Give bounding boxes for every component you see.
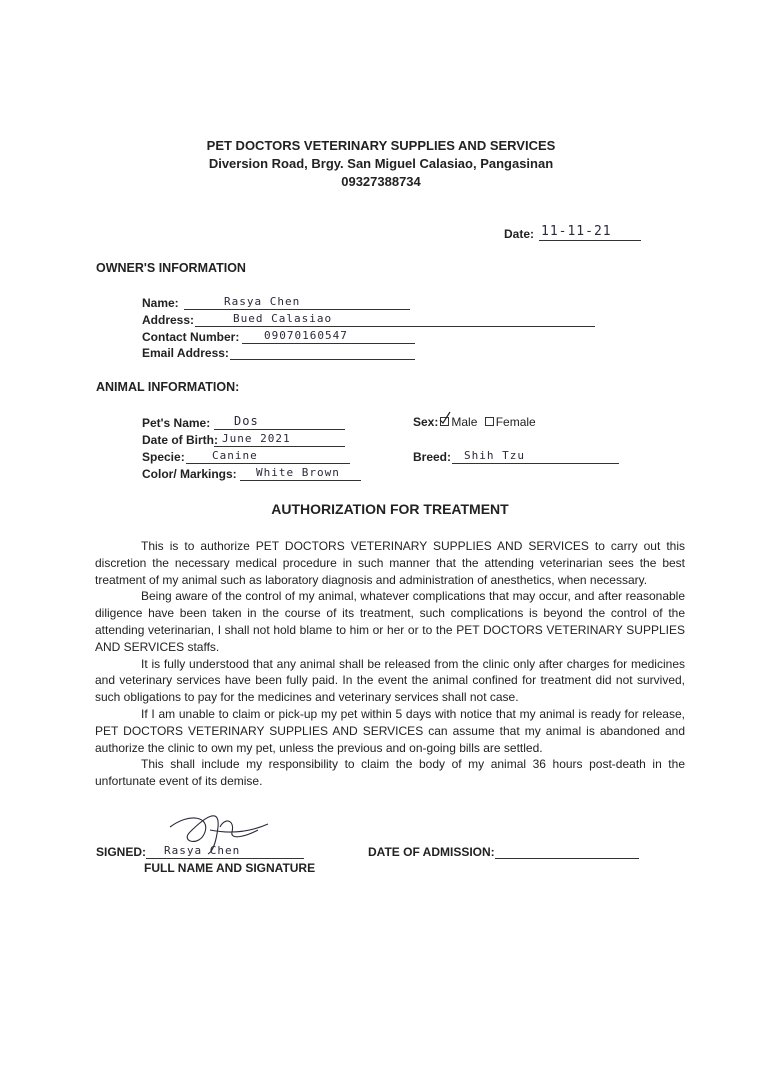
sex-group <box>413 415 536 429</box>
date-value: 11-11-21 <box>541 224 612 239</box>
color-label: Color/ Markings: <box>142 467 237 481</box>
date-field[interactable] <box>539 224 641 241</box>
owner-name-field[interactable] <box>184 293 410 310</box>
dob-value: June 2021 <box>222 432 291 445</box>
company-name: PET DOCTORS VETERINARY SUPPLIES AND SERVICES <box>206 138 556 153</box>
authorization-body <box>95 538 685 790</box>
color-value: White Brown <box>256 466 340 479</box>
pet-name-label: Pet's Name: <box>142 416 211 430</box>
owner-contact-label: Contact Number: <box>142 330 240 344</box>
owner-section-heading: OWNER'S INFORMATION <box>96 261 246 275</box>
paragraph: This is to authorize PET DOCTORS VETERINARY SUPPLIES AND SERVICES to carry out this discretion the necessary medical procedure in such manner that the attending veterinarian sees the best treatment of my animal such as laboratory diagnosis and administration of anesthetics, when necessary. <box>95 539 685 587</box>
owner-contact-value: 09070160547 <box>264 329 348 342</box>
female-checkbox[interactable] <box>485 417 494 426</box>
owner-address-value: Bued Calasiao <box>233 312 333 325</box>
dob-field[interactable] <box>214 430 345 447</box>
breed-label: Breed: <box>413 450 452 464</box>
company-address: Diversion Road, Brgy. San Miguel Calasiao, Pangasinan <box>208 156 554 171</box>
paragraph: This shall include my responsibility to claim the body of my animal 36 hours post-death in the unfortunate event of its demise. <box>95 757 685 789</box>
color-field[interactable] <box>240 464 361 481</box>
specie-label: Specie: <box>142 450 185 464</box>
owner-address-field[interactable] <box>195 310 595 327</box>
male-option-label: Male <box>451 415 478 429</box>
signed-label: SIGNED: <box>96 845 147 859</box>
check-mark-icon <box>439 411 451 425</box>
authorization-title: AUTHORIZATION FOR TREATMENT <box>271 501 509 517</box>
specie-value: Canine <box>212 449 258 462</box>
owner-address-label: Address: <box>142 313 195 327</box>
admission-label: DATE OF ADMISSION: <box>368 845 495 859</box>
paragraph: Being aware of the control of my animal, whatever complications that may occur, and after reasonable diligence have been taken in the course of its treatment, such complications is beyond the control of the attending veterinarian, I shall not hold blame to him or her or to the PET DOCTORS VETERINARY SUPPLIES AND SERVICES staffs. <box>95 589 685 654</box>
animal-section-heading: ANIMAL INFORMATION: <box>96 380 240 394</box>
breed-field[interactable] <box>452 447 619 464</box>
owner-name-label: Name: <box>142 296 179 310</box>
owner-contact-field[interactable] <box>242 327 415 344</box>
owner-name-value: Rasya Chen <box>224 295 301 308</box>
date-label: Date: <box>504 227 535 241</box>
company-phone: 09327388734 <box>341 174 421 189</box>
dob-label: Date of Birth: <box>142 433 218 447</box>
pet-name-value: Dos <box>234 414 259 428</box>
signature-caption: FULL NAME AND SIGNATURE <box>144 861 316 875</box>
admission-field[interactable] <box>495 842 639 859</box>
paragraph: If I am unable to claim or pick-up my pet within 5 days with notice that my animal is ready for release, PET DOCTORS VETERINARY SUPPLIES AND SERVICES can assume that my animal is abandoned and authorize the clinic to own my pet, unless the previous and on-going bills are settled. <box>95 706 685 755</box>
signed-name: Rasya Chen <box>164 844 241 857</box>
paragraph: It is fully understood that any animal shall be released from the clinic only after charges for medicines and veterinary services have been fully paid. In the event the animal confined for treatment did not survived, such obligations to pay for the medicines and veterinary services shall not case. <box>95 656 685 705</box>
female-option-label: Female <box>495 415 536 429</box>
specie-field[interactable] <box>186 447 350 464</box>
owner-email-field[interactable] <box>230 343 415 360</box>
signature-scribble <box>150 802 270 862</box>
pet-name-field[interactable] <box>214 413 345 430</box>
breed-value: Shih Tzu <box>464 449 525 462</box>
owner-email-label: Email Address: <box>142 346 229 360</box>
sex-label: Sex: <box>413 415 439 429</box>
male-checkbox[interactable] <box>440 417 449 426</box>
